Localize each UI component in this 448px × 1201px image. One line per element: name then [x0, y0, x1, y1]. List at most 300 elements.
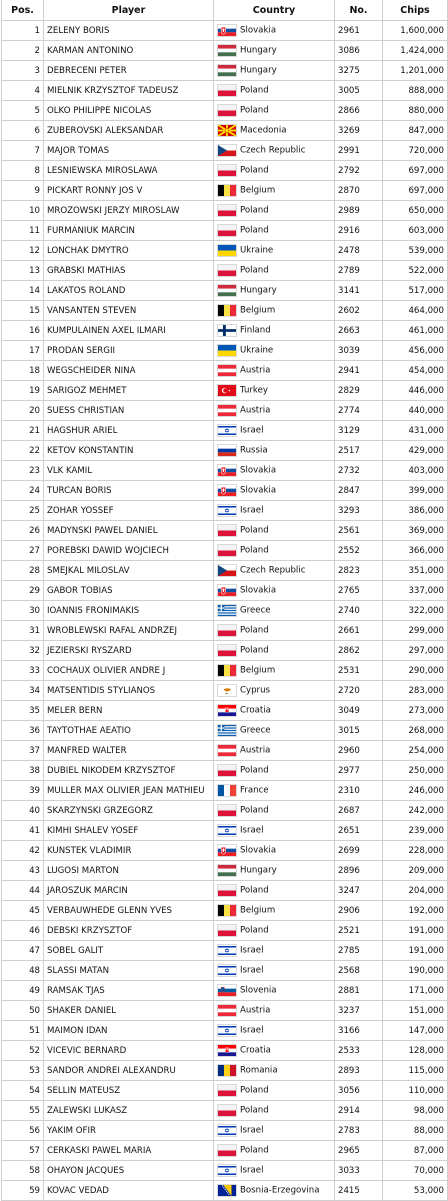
country-name: Poland	[240, 765, 269, 776]
chips-cell: 1,201,000	[383, 61, 448, 81]
chips-cell: 697,000	[383, 161, 448, 181]
country-name: Poland	[240, 645, 269, 656]
chips-cell: 1,424,000	[383, 41, 448, 61]
table-row	[2, 221, 448, 241]
greece-flag-icon	[217, 604, 237, 617]
player-number-cell: 2699	[335, 841, 383, 861]
slovakia-flag-icon	[217, 464, 237, 477]
country-name: Poland	[240, 205, 269, 216]
country-cell	[214, 701, 335, 721]
bosnia-flag-icon	[217, 1184, 237, 1197]
chips-cell: 322,000	[383, 601, 448, 621]
country-name: Romania	[240, 1065, 278, 1076]
country-name: Belgium	[240, 305, 276, 316]
country-cell	[214, 621, 335, 641]
country-cell	[214, 841, 335, 861]
israel-flag-icon	[217, 424, 237, 437]
player-number-cell: 2914	[335, 1101, 383, 1121]
country-cell	[214, 821, 335, 841]
table-row	[2, 881, 448, 901]
player-cell: VERBAUWHEDE GLENN YVES	[44, 901, 214, 921]
position-cell: 14	[2, 281, 44, 301]
player-number-cell: 2941	[335, 361, 383, 381]
table-row	[2, 101, 448, 121]
player-cell: SELLIN MATEUSZ	[44, 1081, 214, 1101]
position-cell: 24	[2, 481, 44, 501]
country-cell	[214, 101, 335, 121]
table-row	[2, 181, 448, 201]
country-cell	[214, 121, 335, 141]
poland-flag-icon	[217, 1084, 237, 1097]
israel-flag-icon	[217, 1124, 237, 1137]
position-cell: 59	[2, 1181, 44, 1201]
chips-cell: 190,000	[383, 961, 448, 981]
country-cell	[214, 901, 335, 921]
table-row	[2, 401, 448, 421]
country-name: France	[240, 785, 269, 796]
table-row	[2, 661, 448, 681]
position-cell: 52	[2, 1041, 44, 1061]
position-cell: 4	[2, 81, 44, 101]
player-cell: DUBIEL NIKODEM KRZYSZTOF	[44, 761, 214, 781]
player-cell: MELER BERN	[44, 701, 214, 721]
country-cell	[214, 181, 335, 201]
country-cell	[214, 641, 335, 661]
country-cell	[214, 961, 335, 981]
chips-cell: 880,000	[383, 101, 448, 121]
position-cell: 18	[2, 361, 44, 381]
country-name: Poland	[240, 625, 269, 636]
table-row	[2, 901, 448, 921]
country-cell	[214, 281, 335, 301]
country-cell	[214, 1181, 335, 1201]
country-name: Czech Republic	[240, 565, 306, 576]
player-number-cell: 3293	[335, 501, 383, 521]
position-cell: 21	[2, 421, 44, 441]
chips-cell: 847,000	[383, 121, 448, 141]
player-number-cell: 2906	[335, 901, 383, 921]
country-name: Macedonia	[240, 125, 287, 136]
hungary-flag-icon	[217, 64, 237, 77]
croatia-flag-icon	[217, 1044, 237, 1057]
table-row	[2, 361, 448, 381]
country-name: Israel	[240, 505, 264, 516]
player-cell: MAIMON IDAN	[44, 1021, 214, 1041]
country-cell	[214, 301, 335, 321]
country-name: Slovakia	[240, 25, 277, 36]
country-name: Poland	[240, 1145, 269, 1156]
chips-cell: 228,000	[383, 841, 448, 861]
chips-cell: 603,000	[383, 221, 448, 241]
country-name: Poland	[240, 545, 269, 556]
country-name: Austria	[240, 405, 271, 416]
table-row	[2, 861, 448, 881]
chips-cell: 53,000	[383, 1181, 448, 1201]
player-cell: LONCHAK DMYTRO	[44, 241, 214, 261]
table-row	[2, 1061, 448, 1081]
player-cell: KUNSTEK VLADIMIR	[44, 841, 214, 861]
country-name: Belgium	[240, 905, 276, 916]
table-row	[2, 441, 448, 461]
header-player[interactable]: Player	[44, 0, 214, 21]
turkey-flag-icon	[217, 384, 237, 397]
player-number-cell: 2687	[335, 801, 383, 821]
israel-flag-icon	[217, 824, 237, 837]
player-cell: SOBEL GALIT	[44, 941, 214, 961]
chips-cell: 70,000	[383, 1161, 448, 1181]
table-row	[2, 201, 448, 221]
country-cell	[214, 741, 335, 761]
finland-flag-icon	[217, 324, 237, 337]
country-name: Poland	[240, 885, 269, 896]
slovakia-flag-icon	[217, 584, 237, 597]
table-row	[2, 701, 448, 721]
player-cell: YAKIM OFIR	[44, 1121, 214, 1141]
position-cell: 5	[2, 101, 44, 121]
ukraine-flag-icon	[217, 344, 237, 357]
table-row	[2, 641, 448, 661]
chips-cell: 192,000	[383, 901, 448, 921]
chips-cell: 399,000	[383, 481, 448, 501]
country-name: Slovakia	[240, 485, 277, 496]
country-name: Israel	[240, 1025, 264, 1036]
position-cell: 29	[2, 581, 44, 601]
table-row	[2, 581, 448, 601]
position-cell: 32	[2, 641, 44, 661]
player-number-cell: 2310	[335, 781, 383, 801]
chips-cell: 246,000	[383, 781, 448, 801]
belgium-flag-icon	[217, 904, 237, 917]
player-cell: KOVAC VEDAD	[44, 1181, 214, 1201]
chips-cell: 290,000	[383, 661, 448, 681]
hungary-flag-icon	[217, 284, 237, 297]
country-name: Austria	[240, 1005, 271, 1016]
country-cell	[214, 221, 335, 241]
player-number-cell: 3005	[335, 81, 383, 101]
header-no[interactable]: No.	[335, 0, 383, 21]
player-number-cell: 2521	[335, 921, 383, 941]
czech-flag-icon	[217, 564, 237, 577]
israel-flag-icon	[217, 964, 237, 977]
country-name: Poland	[240, 225, 269, 236]
position-cell: 19	[2, 381, 44, 401]
table-row	[2, 961, 448, 981]
player-number-cell: 3275	[335, 61, 383, 81]
country-name: Slovakia	[240, 585, 277, 596]
country-cell	[214, 381, 335, 401]
position-cell: 31	[2, 621, 44, 641]
table-row	[2, 501, 448, 521]
country-cell	[214, 1141, 335, 1161]
belgium-flag-icon	[217, 664, 237, 677]
table-row	[2, 261, 448, 281]
table-row	[2, 541, 448, 561]
poland-flag-icon	[217, 644, 237, 657]
player-cell: VANSANTEN STEVEN	[44, 301, 214, 321]
position-cell: 47	[2, 941, 44, 961]
country-cell	[214, 501, 335, 521]
chips-cell: 98,000	[383, 1101, 448, 1121]
header-pos[interactable]: Pos.	[2, 0, 44, 21]
player-number-cell: 2783	[335, 1121, 383, 1141]
country-cell	[214, 1001, 335, 1021]
chips-cell: 151,000	[383, 1001, 448, 1021]
position-cell: 13	[2, 261, 44, 281]
player-cell: ZOHAR YOSSEF	[44, 501, 214, 521]
player-cell: VICEVIC BERNARD	[44, 1041, 214, 1061]
country-cell	[214, 201, 335, 221]
table-row	[2, 1181, 448, 1201]
country-name: Greece	[240, 725, 271, 736]
player-cell: HAGSHUR ARIEL	[44, 421, 214, 441]
chips-cell: 191,000	[383, 941, 448, 961]
table-row	[2, 741, 448, 761]
table-row	[2, 81, 448, 101]
player-number-cell: 2663	[335, 321, 383, 341]
position-cell: 2	[2, 41, 44, 61]
chips-cell: 250,000	[383, 761, 448, 781]
player-number-cell: 2765	[335, 581, 383, 601]
player-number-cell: 2740	[335, 601, 383, 621]
country-cell	[214, 561, 335, 581]
player-cell: COCHAUX OLIVIER ANDRE J	[44, 661, 214, 681]
country-cell	[214, 1081, 335, 1101]
country-name: Cyprus	[240, 685, 270, 696]
poland-flag-icon	[217, 1144, 237, 1157]
country-cell	[214, 1041, 335, 1061]
player-cell: SLASSI MATAN	[44, 961, 214, 981]
player-cell: LAKATOS ROLAND	[44, 281, 214, 301]
player-number-cell: 2916	[335, 221, 383, 241]
player-number-cell: 2478	[335, 241, 383, 261]
chips-cell: 720,000	[383, 141, 448, 161]
player-number-cell: 2789	[335, 261, 383, 281]
header-chips[interactable]: Chips	[383, 0, 448, 21]
player-number-cell: 2661	[335, 621, 383, 641]
position-cell: 7	[2, 141, 44, 161]
position-cell: 27	[2, 541, 44, 561]
country-cell	[214, 521, 335, 541]
position-cell: 6	[2, 121, 44, 141]
position-cell: 54	[2, 1081, 44, 1101]
player-cell: MANFRED WALTER	[44, 741, 214, 761]
player-number-cell: 3247	[335, 881, 383, 901]
poland-flag-icon	[217, 624, 237, 637]
player-number-cell: 2517	[335, 441, 383, 461]
chips-cell: 88,000	[383, 1121, 448, 1141]
position-cell: 55	[2, 1101, 44, 1121]
player-number-cell: 2829	[335, 381, 383, 401]
position-cell: 45	[2, 901, 44, 921]
country-cell	[214, 661, 335, 681]
player-number-cell: 2415	[335, 1181, 383, 1201]
player-cell: SARIGOZ MEHMET	[44, 381, 214, 401]
player-cell: KUMPULAINEN AXEL ILMARI	[44, 321, 214, 341]
position-cell: 8	[2, 161, 44, 181]
country-name: Hungary	[240, 285, 277, 296]
table-row	[2, 21, 448, 41]
country-name: Turkey	[240, 385, 268, 396]
country-name: Austria	[240, 365, 271, 376]
country-name: Czech Republic	[240, 145, 306, 156]
position-cell: 41	[2, 821, 44, 841]
chips-cell: 110,000	[383, 1081, 448, 1101]
position-cell: 25	[2, 501, 44, 521]
country-name: Hungary	[240, 45, 277, 56]
chips-cell: 87,000	[383, 1141, 448, 1161]
country-name: Austria	[240, 745, 271, 756]
player-cell: SHAKER DANIEL	[44, 1001, 214, 1021]
country-cell	[214, 421, 335, 441]
position-cell: 34	[2, 681, 44, 701]
table-row	[2, 981, 448, 1001]
player-cell: KETOV KONSTANTIN	[44, 441, 214, 461]
country-cell	[214, 1101, 335, 1121]
chips-cell: 191,000	[383, 921, 448, 941]
country-name: Slovenia	[240, 985, 277, 996]
player-cell: GABOR TOBIAS	[44, 581, 214, 601]
player-cell: POREBSKI DAWID WOJCIECH	[44, 541, 214, 561]
table-row	[2, 381, 448, 401]
player-cell: MADYNSKI PAWEL DANIEL	[44, 521, 214, 541]
header-country[interactable]: Country	[214, 0, 335, 21]
position-cell: 26	[2, 521, 44, 541]
player-number-cell: 2893	[335, 1061, 383, 1081]
position-cell: 43	[2, 861, 44, 881]
player-cell: KIMHI SHALEV YOSEF	[44, 821, 214, 841]
player-cell: CERKASKI PAWEL MARIA	[44, 1141, 214, 1161]
country-name: Finland	[240, 325, 271, 336]
position-cell: 12	[2, 241, 44, 261]
position-cell: 38	[2, 761, 44, 781]
chips-cell: 366,000	[383, 541, 448, 561]
chips-cell: 299,000	[383, 621, 448, 641]
country-cell	[214, 81, 335, 101]
position-cell: 49	[2, 981, 44, 1001]
country-name: Belgium	[240, 665, 276, 676]
france-flag-icon	[217, 784, 237, 797]
table-row	[2, 761, 448, 781]
table-row	[2, 1141, 448, 1161]
poland-flag-icon	[217, 924, 237, 937]
player-number-cell: 3141	[335, 281, 383, 301]
country-cell	[214, 721, 335, 741]
chips-cell: 268,000	[383, 721, 448, 741]
player-cell: WROBLEWSKI RAFAL ANDRZEJ	[44, 621, 214, 641]
position-cell: 9	[2, 181, 44, 201]
poland-flag-icon	[217, 804, 237, 817]
position-cell: 16	[2, 321, 44, 341]
country-cell	[214, 941, 335, 961]
poland-flag-icon	[217, 544, 237, 557]
macedonia-flag-icon	[217, 124, 237, 137]
romania-flag-icon	[217, 1064, 237, 1077]
country-cell	[214, 541, 335, 561]
chips-cell: 171,000	[383, 981, 448, 1001]
player-number-cell: 2870	[335, 181, 383, 201]
table-row	[2, 521, 448, 541]
player-number-cell: 2961	[335, 21, 383, 41]
player-cell: SANDOR ANDREI ALEXANDRU	[44, 1061, 214, 1081]
player-number-cell: 2720	[335, 681, 383, 701]
country-name: Croatia	[240, 705, 271, 716]
player-cell: MAJOR TOMAS	[44, 141, 214, 161]
header-row	[2, 0, 448, 21]
country-name: Poland	[240, 525, 269, 536]
player-number-cell: 2561	[335, 521, 383, 541]
table-row	[2, 601, 448, 621]
poland-flag-icon	[217, 884, 237, 897]
country-cell	[214, 401, 335, 421]
player-number-cell: 3237	[335, 1001, 383, 1021]
table-row	[2, 621, 448, 641]
country-cell	[214, 1021, 335, 1041]
position-cell: 50	[2, 1001, 44, 1021]
country-cell	[214, 881, 335, 901]
poland-flag-icon	[217, 524, 237, 537]
player-cell: MULLER MAX OLIVIER JEAN MATHIEU	[44, 781, 214, 801]
country-name: Croatia	[240, 1045, 271, 1056]
player-number-cell: 3269	[335, 121, 383, 141]
table-row	[2, 301, 448, 321]
table-row	[2, 1041, 448, 1061]
country-name: Poland	[240, 805, 269, 816]
country-cell	[214, 361, 335, 381]
player-cell: LESNIEWSKA MIROSLAWA	[44, 161, 214, 181]
slovenia-flag-icon	[217, 984, 237, 997]
position-cell: 23	[2, 461, 44, 481]
chips-cell: 431,000	[383, 421, 448, 441]
country-cell	[214, 441, 335, 461]
position-cell: 20	[2, 401, 44, 421]
austria-flag-icon	[217, 364, 237, 377]
position-cell: 48	[2, 961, 44, 981]
player-number-cell: 3086	[335, 41, 383, 61]
table-row	[2, 461, 448, 481]
position-cell: 39	[2, 781, 44, 801]
poland-flag-icon	[217, 204, 237, 217]
table-row	[2, 1021, 448, 1041]
chips-cell: 403,000	[383, 461, 448, 481]
position-cell: 46	[2, 921, 44, 941]
player-cell: OLKO PHILIPPE NICOLAS	[44, 101, 214, 121]
country-name: Hungary	[240, 865, 277, 876]
player-cell: ZALEWSKI LUKASZ	[44, 1101, 214, 1121]
country-cell	[214, 241, 335, 261]
chips-cell: 517,000	[383, 281, 448, 301]
chips-cell: 351,000	[383, 561, 448, 581]
country-name: Ukraine	[240, 345, 274, 356]
poland-flag-icon	[217, 224, 237, 237]
player-number-cell: 2785	[335, 941, 383, 961]
slovakia-flag-icon	[217, 844, 237, 857]
player-cell: VLK KAMIL	[44, 461, 214, 481]
player-number-cell: 2651	[335, 821, 383, 841]
player-number-cell: 2977	[335, 761, 383, 781]
country-cell	[214, 321, 335, 341]
country-name: Russia	[240, 445, 268, 456]
table-row	[2, 481, 448, 501]
player-number-cell: 2896	[335, 861, 383, 881]
country-cell	[214, 261, 335, 281]
position-cell: 28	[2, 561, 44, 581]
player-cell: ZUBEROVSKI ALEKSANDAR	[44, 121, 214, 141]
player-number-cell: 2965	[335, 1141, 383, 1161]
table-row	[2, 801, 448, 821]
chips-cell: 429,000	[383, 441, 448, 461]
chips-cell: 650,000	[383, 201, 448, 221]
table-row	[2, 821, 448, 841]
